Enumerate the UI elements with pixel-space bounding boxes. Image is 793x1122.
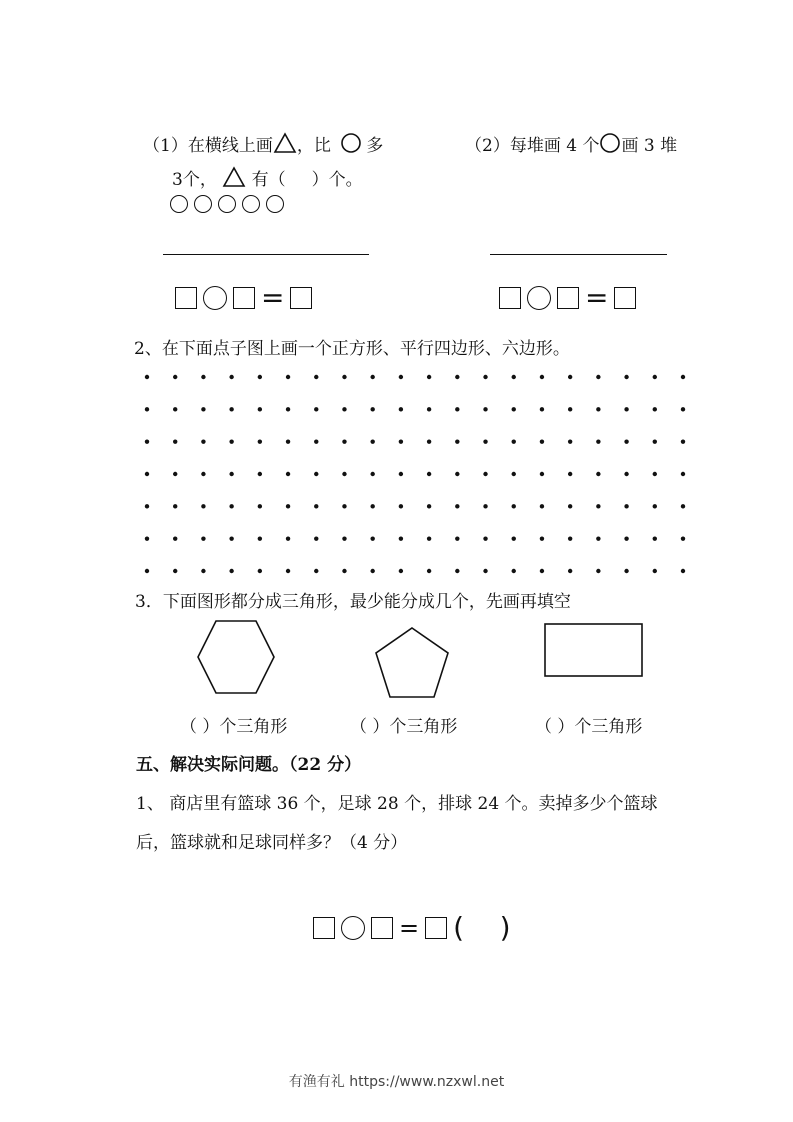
- circle-box[interactable]: [341, 916, 365, 940]
- grid-dot[interactable]: [540, 536, 544, 540]
- grid-dot[interactable]: [512, 569, 516, 573]
- q2-prompt: 2、在下面点子图上画一个正方形、平行四边形、六边形。: [134, 339, 570, 359]
- grid-dot[interactable]: [455, 504, 459, 508]
- grid-dot[interactable]: [399, 375, 403, 379]
- grid-dot[interactable]: [596, 439, 600, 443]
- grid-dot[interactable]: [512, 536, 516, 540]
- grid-dot[interactable]: [314, 375, 318, 379]
- square-box[interactable]: [425, 917, 447, 939]
- grid-dot[interactable]: [512, 439, 516, 443]
- q3-answer-rectangle[interactable]: （ ）个三角形: [535, 717, 643, 737]
- grid-dot[interactable]: [173, 504, 177, 508]
- q1-part2: （2）每堆画 4 个 画 3 堆: [465, 132, 677, 156]
- grid-dot[interactable]: [427, 472, 431, 476]
- grid-dot[interactable]: [455, 439, 459, 443]
- pentagon-shape: [372, 624, 452, 700]
- grid-dot[interactable]: [399, 439, 403, 443]
- grid-dot[interactable]: [568, 407, 572, 411]
- grid-dot[interactable]: [540, 569, 544, 573]
- grid-dot[interactable]: [145, 536, 149, 540]
- grid-dot[interactable]: [427, 504, 431, 508]
- grid-dot[interactable]: [286, 536, 290, 540]
- grid-dot[interactable]: [286, 439, 290, 443]
- equation-template: [499, 281, 636, 314]
- rectangle-shape: [543, 622, 645, 678]
- circle-icon: [170, 195, 188, 213]
- problem1-equation: [313, 911, 511, 944]
- grid-dot[interactable]: [596, 536, 600, 540]
- grid-dot[interactable]: [568, 375, 572, 379]
- grid-dot[interactable]: [314, 504, 318, 508]
- grid-dot[interactable]: [342, 375, 346, 379]
- grid-dot[interactable]: [201, 439, 205, 443]
- circle-box[interactable]: [203, 286, 227, 310]
- grid-dot[interactable]: [370, 375, 374, 379]
- grid-dot[interactable]: [370, 536, 374, 540]
- grid-dot[interactable]: [173, 536, 177, 540]
- circle-box[interactable]: [527, 286, 551, 310]
- grid-dot[interactable]: [427, 569, 431, 573]
- section5-title: 五、解决实际问题。（22 分）: [136, 755, 362, 775]
- grid-dot[interactable]: [681, 407, 685, 411]
- grid-dot[interactable]: [568, 569, 572, 573]
- grid-dot[interactable]: [512, 407, 516, 411]
- grid-dot[interactable]: [483, 536, 487, 540]
- grid-dot[interactable]: [653, 504, 657, 508]
- grid-dot[interactable]: [258, 569, 262, 573]
- square-box[interactable]: [175, 287, 197, 309]
- circle-icon: [218, 195, 236, 213]
- grid-dot[interactable]: [568, 472, 572, 476]
- problem1-line2: 后，篮球就和足球同样多？（4 分）: [136, 833, 408, 853]
- grid-dot[interactable]: [624, 375, 628, 379]
- grid-dot[interactable]: [342, 569, 346, 573]
- grid-dot[interactable]: [427, 407, 431, 411]
- grid-dot[interactable]: [540, 504, 544, 508]
- grid-dot[interactable]: [286, 407, 290, 411]
- grid-dot[interactable]: [342, 407, 346, 411]
- grid-dot[interactable]: [229, 472, 233, 476]
- grid-dot[interactable]: [653, 569, 657, 573]
- grid-dot[interactable]: [455, 472, 459, 476]
- equals-sign: =: [261, 281, 285, 314]
- problem1-line1: 1、 商店里有篮球 36 个，足球 28 个，排球 24 个。卖掉多少个篮球: [136, 794, 658, 814]
- square-box[interactable]: [290, 287, 312, 309]
- circle-icon: [599, 132, 621, 154]
- grid-dot[interactable]: [173, 439, 177, 443]
- grid-dot[interactable]: [342, 536, 346, 540]
- q3-answer-hexagon[interactable]: （ ）个三角形: [180, 717, 288, 737]
- grid-dot[interactable]: [653, 407, 657, 411]
- grid-dot[interactable]: [681, 536, 685, 540]
- grid-dot[interactable]: [258, 536, 262, 540]
- answer-line[interactable]: [490, 254, 667, 255]
- grid-dot[interactable]: [314, 439, 318, 443]
- square-box[interactable]: [233, 287, 255, 309]
- grid-dot[interactable]: [681, 569, 685, 573]
- grid-dot[interactable]: [258, 472, 262, 476]
- grid-dot[interactable]: [201, 472, 205, 476]
- grid-dot[interactable]: [229, 504, 233, 508]
- grid-dot[interactable]: [370, 407, 374, 411]
- grid-dot[interactable]: [455, 375, 459, 379]
- dot-grid[interactable]: [143, 370, 687, 578]
- grid-dot[interactable]: [681, 439, 685, 443]
- q3-answer-pentagon[interactable]: （ ）个三角形: [350, 717, 458, 737]
- grid-dot[interactable]: [342, 472, 346, 476]
- grid-dot[interactable]: [370, 504, 374, 508]
- grid-dot[interactable]: [201, 536, 205, 540]
- grid-dot[interactable]: [653, 472, 657, 476]
- circle-icon: [266, 195, 284, 213]
- grid-dot[interactable]: [229, 569, 233, 573]
- grid-dot[interactable]: [483, 407, 487, 411]
- square-box[interactable]: [557, 287, 579, 309]
- grid-dot[interactable]: [455, 536, 459, 540]
- triangle-icon: [273, 132, 297, 154]
- grid-dot[interactable]: [399, 504, 403, 508]
- square-box[interactable]: [313, 917, 335, 939]
- grid-dot[interactable]: [314, 472, 318, 476]
- grid-dot[interactable]: [201, 375, 205, 379]
- grid-dot[interactable]: [624, 569, 628, 573]
- grid-dot[interactable]: [455, 407, 459, 411]
- square-box[interactable]: [614, 287, 636, 309]
- circle-icon: [194, 195, 212, 213]
- equals-sign: =: [399, 914, 420, 942]
- grid-dot[interactable]: [483, 375, 487, 379]
- grid-dot[interactable]: [483, 569, 487, 573]
- grid-dot[interactable]: [540, 375, 544, 379]
- grid-dot[interactable]: [624, 439, 628, 443]
- grid-dot[interactable]: [540, 439, 544, 443]
- grid-dot[interactable]: [681, 375, 685, 379]
- grid-dot[interactable]: [286, 569, 290, 573]
- grid-dot[interactable]: [399, 569, 403, 573]
- grid-dot[interactable]: [173, 472, 177, 476]
- grid-dot[interactable]: [201, 504, 205, 508]
- square-box[interactable]: [499, 287, 521, 309]
- footer-watermark: 有渔有礼 https://www.nzxwl.net: [288, 1074, 505, 1090]
- grid-dot[interactable]: [483, 439, 487, 443]
- circle-icon: [242, 195, 260, 213]
- q1-part1-line2: 3个， 有（ ）个。: [172, 166, 363, 190]
- grid-dot[interactable]: [370, 439, 374, 443]
- hexagon-shape: [195, 618, 277, 696]
- grid-dot[interactable]: [173, 407, 177, 411]
- grid-dot[interactable]: [540, 472, 544, 476]
- grid-dot[interactable]: [286, 472, 290, 476]
- grid-dot[interactable]: [314, 536, 318, 540]
- grid-dot[interactable]: [370, 569, 374, 573]
- grid-dot[interactable]: [624, 472, 628, 476]
- grid-dot[interactable]: [145, 504, 149, 508]
- circle-icon: [340, 132, 362, 154]
- grid-dot[interactable]: [145, 569, 149, 573]
- grid-dot[interactable]: [229, 375, 233, 379]
- grid-dot[interactable]: [145, 439, 149, 443]
- grid-dot[interactable]: [258, 375, 262, 379]
- grid-dot[interactable]: [399, 536, 403, 540]
- grid-dot[interactable]: [681, 504, 685, 508]
- grid-dot[interactable]: [596, 504, 600, 508]
- grid-dot[interactable]: [370, 472, 374, 476]
- grid-dot[interactable]: [229, 407, 233, 411]
- grid-dot[interactable]: [286, 504, 290, 508]
- equation-template: [175, 281, 312, 314]
- grid-dot[interactable]: [342, 439, 346, 443]
- grid-dot[interactable]: [173, 375, 177, 379]
- grid-dot[interactable]: [512, 504, 516, 508]
- grid-dot[interactable]: [314, 569, 318, 573]
- grid-dot[interactable]: [455, 569, 459, 573]
- grid-dot[interactable]: [596, 569, 600, 573]
- grid-dot[interactable]: [483, 504, 487, 508]
- square-box[interactable]: [371, 917, 393, 939]
- grid-dot[interactable]: [229, 536, 233, 540]
- grid-dot[interactable]: [624, 504, 628, 508]
- q3-prompt: 3．下面图形都分成三角形，最少能分成几个，先画再填空: [135, 592, 571, 612]
- triangle-icon: [222, 166, 246, 188]
- equals-sign: =: [585, 281, 609, 314]
- grid-dot[interactable]: [653, 536, 657, 540]
- grid-dot[interactable]: [653, 375, 657, 379]
- grid-dot[interactable]: [653, 439, 657, 443]
- grid-dot[interactable]: [596, 472, 600, 476]
- grid-dot[interactable]: [568, 439, 572, 443]
- grid-dot[interactable]: [399, 407, 403, 411]
- grid-dot[interactable]: [399, 472, 403, 476]
- grid-dot[interactable]: [201, 569, 205, 573]
- grid-dot[interactable]: [201, 407, 205, 411]
- unit-paren[interactable]: ( ): [453, 911, 511, 944]
- grid-dot[interactable]: [568, 504, 572, 508]
- grid-dot[interactable]: [512, 375, 516, 379]
- grid-dot[interactable]: [258, 504, 262, 508]
- grid-dot[interactable]: [427, 375, 431, 379]
- grid-dot[interactable]: [624, 536, 628, 540]
- q1-part1-line1: （1）在横线上画 ，比 多: [143, 132, 383, 156]
- grid-dot[interactable]: [427, 536, 431, 540]
- grid-dot[interactable]: [173, 569, 177, 573]
- grid-dot[interactable]: [314, 407, 318, 411]
- grid-dot[interactable]: [596, 375, 600, 379]
- grid-dot[interactable]: [568, 536, 572, 540]
- grid-dot[interactable]: [512, 472, 516, 476]
- grid-dot[interactable]: [427, 439, 431, 443]
- circle-row: [170, 195, 290, 213]
- answer-line[interactable]: [163, 254, 369, 255]
- grid-dot[interactable]: [681, 472, 685, 476]
- grid-dot[interactable]: [145, 407, 149, 411]
- grid-dot[interactable]: [624, 407, 628, 411]
- grid-dot[interactable]: [145, 472, 149, 476]
- grid-dot[interactable]: [540, 407, 544, 411]
- grid-dot[interactable]: [258, 407, 262, 411]
- grid-dot[interactable]: [286, 375, 290, 379]
- grid-dot[interactable]: [596, 407, 600, 411]
- grid-dot[interactable]: [342, 504, 346, 508]
- grid-dot[interactable]: [229, 439, 233, 443]
- grid-dot[interactable]: [483, 472, 487, 476]
- grid-dot[interactable]: [258, 439, 262, 443]
- grid-dot[interactable]: [145, 375, 149, 379]
